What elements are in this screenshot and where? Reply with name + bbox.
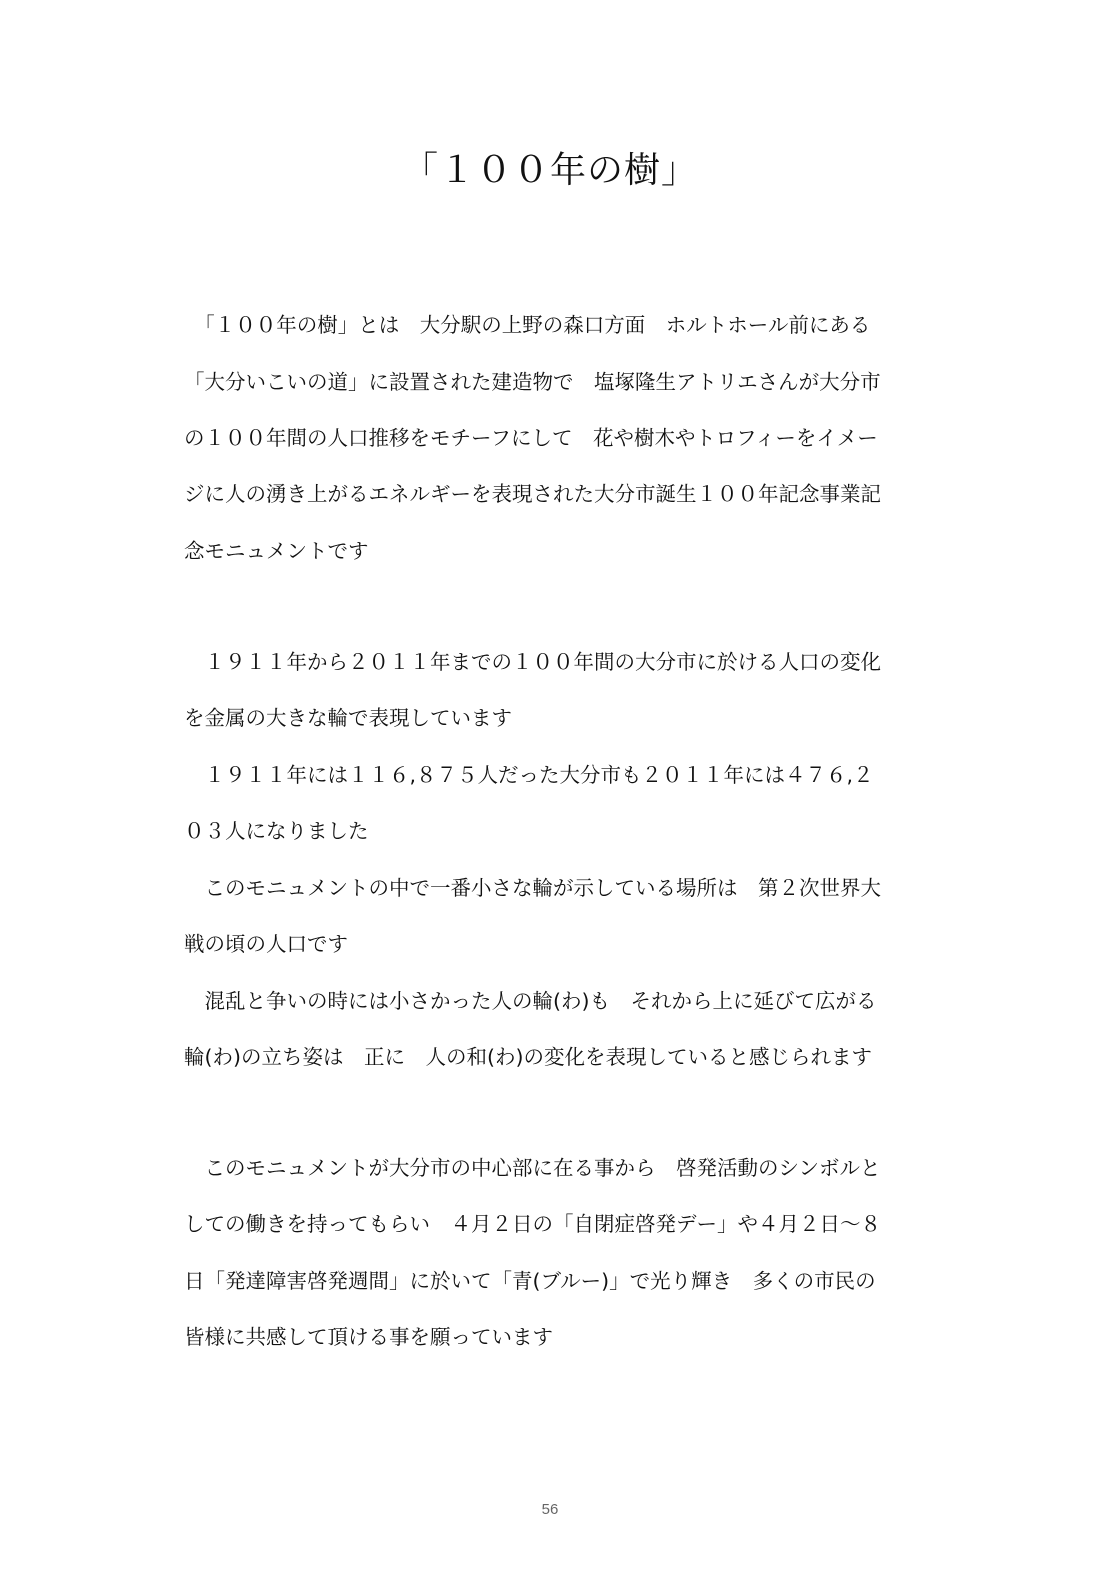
paragraph-line: 輪(わ)の立ち姿は 正に 人の和(わ)の変化を表現していると感じられます bbox=[184, 1045, 872, 1069]
paragraph-line: しての働きを持ってもらい ４月２日の「自閉症啓発デー」や４月２日～８ bbox=[184, 1212, 881, 1236]
page-number: 56 bbox=[541, 1501, 559, 1518]
paragraph-line: 戦の頃の人口です bbox=[184, 932, 348, 956]
paragraph-line: 皆様に共感して頂ける事を願っています bbox=[184, 1325, 553, 1349]
paragraph-line: の１００年間の人口推移をモチーフにして 花や樹木やトロフィーをイメー bbox=[184, 426, 878, 450]
page-title: 「１００年の樹」 bbox=[401, 150, 698, 191]
paragraph-line: １９１１年には１１６,８７５人だった大分市も２０１１年には４７６,２ bbox=[184, 763, 874, 787]
paragraph-line: 念モニュメントです bbox=[184, 539, 369, 563]
paragraph-line: 「１００年の樹」とは 大分駅の上野の森口方面 ホルトホール前にある bbox=[184, 313, 871, 337]
paragraph-line: 日「発達障害啓発週間」に於いて「青(ブルー)」で光り輝き 多くの市民の bbox=[184, 1269, 876, 1293]
paragraph-line: 「大分いこいの道」に設置された建造物で 塩塚隆生アトリエさんが大分市 bbox=[184, 370, 881, 394]
paragraph-line: このモニュメントが大分市の中心部に在る事から 啓発活動のシンボルと bbox=[184, 1156, 881, 1180]
paragraph-line: を金属の大きな輪で表現しています bbox=[184, 706, 512, 730]
paragraph-line: 混乱と争いの時には小さかった人の輪(わ)も それから上に延びて広がる bbox=[184, 989, 877, 1013]
paragraph-line: １９１１年から２０１１年までの１００年間の大分市に於ける人口の変化 bbox=[184, 650, 881, 674]
paragraph-line: ０３人になりました bbox=[184, 819, 369, 843]
paragraph-line: ジに人の湧き上がるエネルギーを表現された大分市誕生１００年記念事業記 bbox=[184, 482, 881, 506]
paragraph-line: このモニュメントの中で一番小さな輪が示している場所は 第２次世界大 bbox=[184, 876, 881, 900]
